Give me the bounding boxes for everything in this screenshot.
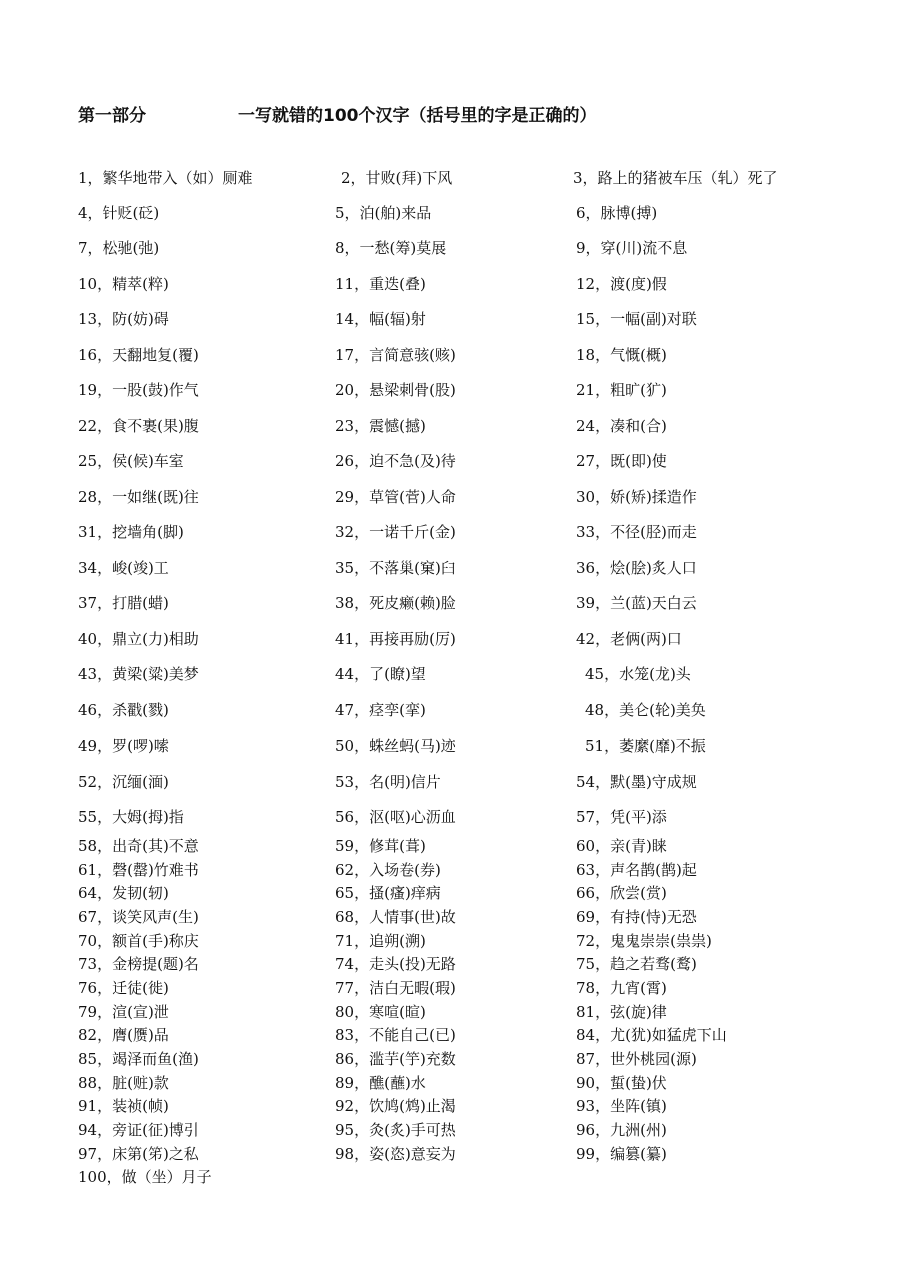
section-label: 第一部分 xyxy=(78,106,146,126)
word-item: 85，竭泽而鱼(渔) xyxy=(78,1050,199,1068)
word-item: 91，装祯(帧) xyxy=(78,1097,169,1115)
word-item: 71，追朔(溯) xyxy=(335,932,426,950)
word-item: 38，死皮癞(赖)脸 xyxy=(335,594,456,612)
word-item: 53，名(明)信片 xyxy=(335,773,441,791)
word-item: 67，谈笑风声(生) xyxy=(78,908,199,926)
word-item: 74，走头(投)无路 xyxy=(335,955,456,973)
word-item: 45，水笼(龙)头 xyxy=(585,665,691,683)
word-item: 96，九洲(州) xyxy=(576,1121,667,1139)
word-item: 87，世外桃园(源) xyxy=(576,1050,697,1068)
word-item: 57，凭(平)添 xyxy=(576,808,667,826)
word-item: 64，发韧(轫) xyxy=(78,884,169,902)
word-item: 30，娇(矫)揉造作 xyxy=(576,488,697,506)
word-item: 22，食不裹(果)腹 xyxy=(78,417,199,435)
word-item: 24，凑和(合) xyxy=(576,417,667,435)
word-item: 36，烩(脍)炙人口 xyxy=(576,559,697,577)
word-item: 42，老俩(两)口 xyxy=(576,630,682,648)
word-item: 15，一幅(副)对联 xyxy=(576,310,697,328)
word-item: 55，大姆(拇)指 xyxy=(78,808,184,826)
word-item: 10，精萃(粹) xyxy=(78,275,169,293)
word-item: 17，言简意骇(赅) xyxy=(335,346,456,364)
word-item: 65，搔(瘙)痒病 xyxy=(335,884,441,902)
word-item: 41，再接再励(厉) xyxy=(335,630,456,648)
word-item: 44，了(瞭)望 xyxy=(335,665,426,683)
word-item: 63，声名鹊(鹊)起 xyxy=(576,861,697,879)
word-item: 62，入场卷(券) xyxy=(335,861,441,879)
word-item: 70，额首(手)称庆 xyxy=(78,932,199,950)
word-item: 16，天翻地复(覆) xyxy=(78,346,199,364)
word-item: 8，一愁(筹)莫展 xyxy=(335,239,447,257)
word-item: 18，气慨(概) xyxy=(576,346,667,364)
word-item: 61，磬(罄)竹难书 xyxy=(78,861,199,879)
word-item: 48，美仑(轮)美奂 xyxy=(585,701,706,719)
word-item: 14，幅(辐)射 xyxy=(335,310,426,328)
word-item: 31，挖墙角(脚) xyxy=(78,523,184,541)
word-item: 19，一股(鼓)作气 xyxy=(78,381,199,399)
word-item: 25，侯(候)车室 xyxy=(78,452,184,470)
word-item: 89，醮(蘸)水 xyxy=(335,1074,426,1092)
word-item: 75，趋之若骛(鹜) xyxy=(576,955,697,973)
word-item: 99，编篡(纂) xyxy=(576,1145,667,1163)
word-item: 29，草管(菅)人命 xyxy=(335,488,456,506)
word-item: 68，人情事(世)故 xyxy=(335,908,456,926)
word-item: 59，修茸(葺) xyxy=(335,837,426,855)
word-item: 47，痉孪(挛) xyxy=(335,701,426,719)
word-item: 79，渲(宣)泄 xyxy=(78,1003,169,1021)
word-item: 83，不能自己(已) xyxy=(335,1026,456,1044)
word-item: 90，蜇(蛰)伏 xyxy=(576,1074,667,1092)
word-item: 27，既(即)使 xyxy=(576,452,667,470)
word-item: 37，打腊(蜡) xyxy=(78,594,169,612)
word-item: 34，峻(竣)工 xyxy=(78,559,169,577)
page-title: 一写就错的100个汉字（括号里的字是正确的） xyxy=(238,106,597,126)
word-item: 6，脉博(搏) xyxy=(576,204,658,222)
word-item: 100，做（坐）月子 xyxy=(78,1168,212,1186)
word-item: 39，兰(蓝)天白云 xyxy=(576,594,697,612)
word-item: 5，泊(舶)来品 xyxy=(335,204,432,222)
word-item: 98，姿(恣)意妄为 xyxy=(335,1145,456,1163)
word-item: 7，松驰(弛) xyxy=(78,239,160,257)
word-item: 81，弦(旋)律 xyxy=(576,1003,667,1021)
word-item: 77，洁白无暇(瑕) xyxy=(335,979,456,997)
word-item: 12，渡(度)假 xyxy=(576,275,667,293)
word-item: 76，迁徒(徙) xyxy=(78,979,169,997)
word-item: 78，九宵(霄) xyxy=(576,979,667,997)
word-item: 33，不径(胫)而走 xyxy=(576,523,697,541)
word-item: 20，悬梁刺骨(股) xyxy=(335,381,456,399)
word-item: 92，饮鸠(鸩)止渴 xyxy=(335,1097,456,1115)
word-item: 86，滥芋(竽)充数 xyxy=(335,1050,456,1068)
word-item: 56，沤(呕)心沥血 xyxy=(335,808,456,826)
word-item: 52，沉缅(湎) xyxy=(78,773,169,791)
word-item: 26，迫不急(及)待 xyxy=(335,452,456,470)
word-item: 11，重迭(叠) xyxy=(335,275,426,293)
word-item: 54，默(墨)守成规 xyxy=(576,773,697,791)
word-item: 80，寒喧(暄) xyxy=(335,1003,426,1021)
word-item: 73，金榜提(题)名 xyxy=(78,955,199,973)
word-item: 3，路上的猪被车压（轧）死了 xyxy=(573,169,778,187)
word-item: 23，震憾(撼) xyxy=(335,417,426,435)
word-item: 84，尤(犹)如猛虎下山 xyxy=(576,1026,727,1044)
word-item: 95，灸(炙)手可热 xyxy=(335,1121,456,1139)
word-item: 94，旁证(征)博引 xyxy=(78,1121,199,1139)
word-item: 9，穿(川)流不息 xyxy=(576,239,688,257)
word-item: 51，萎縻(靡)不振 xyxy=(585,737,706,755)
word-item: 4，针贬(砭) xyxy=(78,204,160,222)
word-item: 69，有持(恃)无恐 xyxy=(576,908,697,926)
word-item: 1，繁华地带入（如）厕难 xyxy=(78,169,253,187)
word-item: 88，脏(赃)款 xyxy=(78,1074,169,1092)
word-item: 60，亲(青)睐 xyxy=(576,837,667,855)
word-item: 35，不落巢(窠)臼 xyxy=(335,559,456,577)
word-item: 58，出奇(其)不意 xyxy=(78,837,199,855)
word-item: 49，罗(啰)嗦 xyxy=(78,737,169,755)
word-item: 28，一如继(既)往 xyxy=(78,488,199,506)
word-item: 21，粗旷(犷) xyxy=(576,381,667,399)
word-item: 2，甘败(拜)下风 xyxy=(341,169,453,187)
word-item: 72，鬼鬼崇崇(祟祟) xyxy=(576,932,712,950)
word-item: 66，欣尝(赏) xyxy=(576,884,667,902)
word-item: 50，蛛丝蚂(马)迹 xyxy=(335,737,456,755)
word-item: 43，黄梁(粱)美梦 xyxy=(78,665,199,683)
word-item: 97，床第(笫)之私 xyxy=(78,1145,199,1163)
word-item: 82，膺(赝)品 xyxy=(78,1026,169,1044)
word-item: 40，鼎立(力)相助 xyxy=(78,630,199,648)
word-item: 32，一诺千斤(金) xyxy=(335,523,456,541)
word-item: 13，防(妨)碍 xyxy=(78,310,169,328)
word-item: 93，坐阵(镇) xyxy=(576,1097,667,1115)
word-item: 46，杀戳(戮) xyxy=(78,701,169,719)
